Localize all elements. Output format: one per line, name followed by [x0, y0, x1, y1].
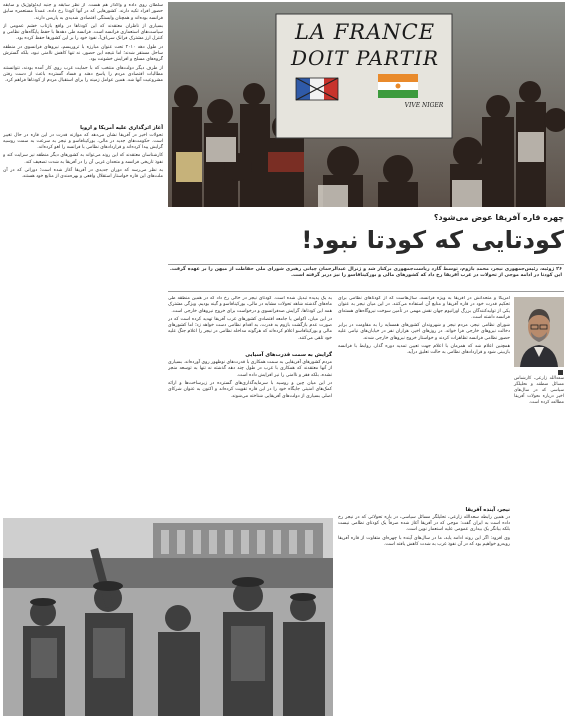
middle-paragraph: به یک پدیده تبدیل شده است. کودتای نیجر در حالی رخ داد که در همین منطقه طی ماه‌های گذشته شاهد تحولات مشابه در مالی، بورکینافاسو و گینه بودیم. ویژگی مشترک همه این کودتاها، گرایش ضدفرانسوی و درخواست برای خروج نیروهای خارجی است.	[168, 296, 332, 314]
right-paragraph: در همین رابطه سعدالله زارعی، تحلیلگر مسائل سیاسی، در باره تحولاتی که در نیجر رخ داده است به ایران گفت: موجی که در آفریقا آغاز شده صرفاً یک کودتای نظامی نیست بلکه بیانگر یک بیداری عمومی علیه استعمار نوین است.	[338, 514, 510, 533]
column-left	[3, 3, 163, 491]
soldiers-scene-graphic	[3, 518, 333, 716]
lead-text: ۲۶ ژوئیه، رئیس‌جمهوری نیجر، محمد بازوم، توسط گارد ریاست‌جمهوری برکنار شد و ژنرال عبدالرحمان چیانی رهبری شورای ملی حفاظت از میهن را بر عهده گرفت. این کودتا در ادامه موجی از تحولات در غرب آفریقا رخ داد که کشورهای مالی و بورکینافاسو را نیز دربر گرفته است.	[170, 267, 562, 279]
lead-box	[168, 264, 564, 292]
middle-subhead: گرایش به سمت قدرت‌های آسیایی	[245, 352, 332, 359]
left-paragraph: به نظر می‌رسد که دوران جدیدی در آفریقا آغاز شده است؛ دورانی که در آن ملت‌های این قاره خواستار استقلال واقعی و بهره‌مندی از منابع خود هستند.	[3, 168, 163, 180]
author-caption: سعدالله زارعی، کارشناس مسائل منطقه و تحلیلگر سیاسی که در سال‌های اخیر درباره تحولات آفریقا مطالعه کرده است.	[514, 376, 564, 405]
right-paragraph: همچنین اعلام شد که همزمان با اعلام جهت تعیین تمدید دوره گذار، روابط با فرانسه بازبینی شود و قراردادهای نظامی به حالت تعلیق درآید.	[338, 344, 510, 356]
soldiers-photo	[3, 518, 333, 716]
left-paragraph: سلطان روی داده و واگذار هم هست. از نظر سابقه و جنبه ایدئولوژیک و سابقه حضور افراد تکیه دارند. کشورهایی که در آنها کودتا رخ داده، عمدتاً مستعمره سابق فرانسه بوده‌اند و همچنان وابستگی اقتصادی شدیدی به پاریس دارند.	[3, 3, 163, 21]
column-middle	[168, 296, 332, 514]
middle-paragraph: در این میان، اکواس یا جامعه اقتصادی کشورهای غرب آفریقا تهدید کرده است که در صورت عدم بازگشت بازوم به قدرت، به اقدام نظامی دست خواهد زد؛ اما کشورهای مالی و بورکینافاسو اعلام کرده‌اند که هرگونه مداخله نظامی در نیجر را اعلام جنگ علیه خود تلقی می‌کنند.	[168, 316, 332, 341]
right-paragraph: شورای نظامی نیجر، مردم نیجر و شهروندان کشورهای همسایه را به مقاومت در برابر دخالت نیروهای خارجی فرا خواند. در روزهای اخیر، هزاران نفر در خیابان‌های نیامی علیه حضور نظامی فرانسه تظاهرات کردند و خواستار خروج نیروهای خارجی شدند.	[338, 323, 510, 341]
author-marker-icon	[558, 370, 563, 375]
left-paragraph: در طول دهه ۲۰۱۰ تحت عنوان مبارزه با تروریسم، نیروهای فرانسوی در منطقه ساحل مستقر شدند؛ اما نتیجه این حضور، نه تنها کاهش ناامنی نبود، بلکه گسترش گروه‌های مسلح و افزایش خشونت بود.	[3, 44, 163, 63]
banner-corner-text: VIVE NIGER	[404, 102, 444, 109]
left-subhead: آغاز اثرگذاری علیه آمریکا و اروپا	[80, 124, 163, 131]
middle-paragraph: مردم کشورهای آفریقایی به سمت همکاری با قدرت‌های نوظهور روی آورده‌اند. بسیاری از آنها معتقدند که همکاری با غرب در طول چند دهه گذشته نه تنها به توسعه منجر نشده، بلکه فقر و ناامنی را نیز افزایش داده است.	[168, 360, 332, 378]
right-paragraph: وی افزود: اگر این روند ادامه یابد، ما در سال‌های آینده با چهره‌ای متفاوت از قاره آفریقا روبه‌رو خواهیم بود که در آن نفوذ غرب به شدت کاهش یافته است.	[338, 535, 510, 547]
protest-photo	[168, 2, 565, 207]
headline-kicker: چهره قاره آفریقا عوض می‌شود؟	[433, 213, 564, 222]
left-paragraph: تحولات اخیر در آفریقا نشان می‌دهد که موازنه قدرت در این قاره در حال تغییر است. حکومت‌های جدید در مالی، بورکینافاسو و نیجر به سرعت به سمت روسیه گرایش پیدا کرده‌اند و قراردادهای نظامی با فرانسه را لغو کرده‌اند.	[3, 132, 163, 151]
author-portrait-graphic	[514, 297, 564, 367]
author-portrait	[514, 297, 564, 367]
right-paragraph: آمریکا و متحدانش در آفریقا به ویژه فرانسه، سال‌هاست که از کودتاهای نظامی برای تحکیم قدرت خود در قاره آفریقا و منابع آن استفاده می‌کنند. در این میان نیجر به عنوان یکی از تولیدکنندگان بزرگ اورانیوم جهان نقش مهمی در تأمین سوخت نیروگاه‌های هسته‌ای فرانسه داشته است.	[338, 296, 510, 320]
middle-paragraph: در این میان چین و روسیه با سرمایه‌گذاری‌های گسترده در زیرساخت‌ها و ارائه کمک‌های امنیتی جایگاه خود را در این قاره تقویت کرده‌اند و اکنون به عنوان شرکای اصلی بسیاری از دولت‌های آفریقایی شناخته می‌شوند.	[168, 380, 332, 399]
right-subhead: نیجر، آینده آفریقا	[465, 506, 510, 513]
left-paragraph: از طرف دیگر دولت‌های منتخب که با حمایت غرب روی کار آمده بودند، نتوانستند مطالبات اقتصادی مردم را پاسخ دهند و فساد گسترده باعث از دست رفتن مشروعیت آنها شد. همین عوامل زمینه را برای استقبال مردم از کودتاها فراهم کرد.	[3, 65, 163, 84]
left-paragraph: بسیاری از ناظران معتقدند که این کودتاها در واقع بازتاب خشم عمومی از سیاست‌های استعماری فرانسه است. فرانسه طی دهه‌ها با حفظ پایگاه‌های نظامی و کنترل ارز مشترک فرانک سی‌اف‌آ، نفوذ خود را بر این کشورها حفظ کرده بود.	[3, 23, 163, 42]
headline-title: کودتایی که کودتا نبود!	[301, 226, 564, 254]
banner-line-2: DOIT PARTIR	[290, 46, 440, 70]
banner-line-1: LA FRANCE	[294, 20, 436, 44]
column-right	[338, 296, 510, 716]
left-paragraph: کارشناسان معتقدند که این روند می‌تواند به کشورهای دیگر منطقه نیز سرایت کند و نفوذ تاریخی فرانسه و متحدان غربی آن را در آفریقا به شدت تضعیف کند.	[3, 153, 163, 165]
